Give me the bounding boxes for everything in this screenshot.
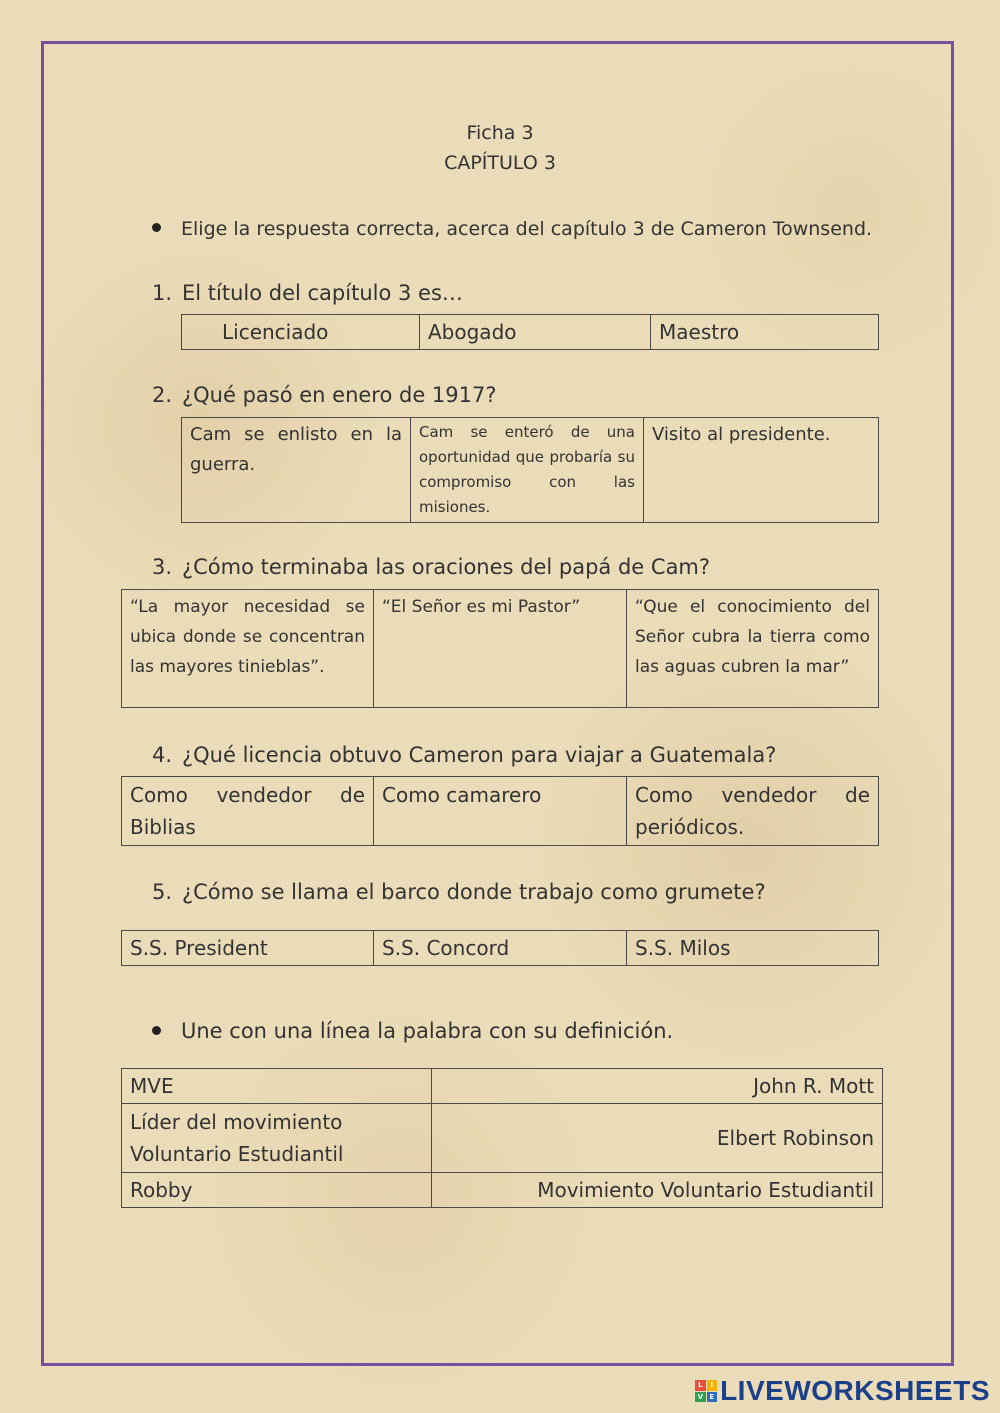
option-cell[interactable]: “La mayor necesidad se ubica donde se concentran las mayores tinieblas”. (122, 590, 374, 708)
option-cell[interactable]: “Que el conocimiento del Señor cubra la tierra como las aguas cubren la mar” (627, 590, 879, 708)
liveworksheets-watermark: L I V E LIVEWORKSHEETS (695, 1375, 990, 1407)
option-cell[interactable]: Licenciado (182, 315, 420, 350)
question-4: 4. ¿Qué licencia obtuvo Cameron para viajar a Guatemala? (152, 743, 777, 767)
option-cell[interactable]: S.S. Concord (374, 931, 627, 966)
option-cell[interactable]: “El Señor es mi Pastor” (374, 590, 627, 708)
match-term[interactable]: Líder del movimiento Voluntario Estudiantil (122, 1104, 432, 1173)
option-cell[interactable]: Visito al presidente. (644, 418, 879, 523)
option-cell[interactable]: Como camarero (374, 777, 627, 846)
instruction-match: Une con una línea la palabra con su definición. (152, 1019, 673, 1043)
option-cell[interactable]: Cam se enlisto en la guerra. (182, 418, 411, 523)
bullet-icon (152, 1026, 161, 1035)
option-cell[interactable]: Maestro (651, 315, 879, 350)
match-definition[interactable]: Elbert Robinson (432, 1104, 883, 1173)
question-3: 3. ¿Cómo terminaba las oraciones del papá de Cam? (152, 555, 711, 579)
option-cell[interactable]: S.S. Milos (627, 931, 879, 966)
question-1: 1. El título del capítulo 3 es… (152, 281, 463, 305)
instruction-choose: Elige la respuesta correcta, acerca del capítulo 3 de Cameron Townsend. (152, 218, 872, 240)
options-table-1 (181, 314, 879, 350)
match-definition[interactable]: John R. Mott (432, 1069, 883, 1104)
option-cell[interactable]: Abogado (420, 315, 651, 350)
option-cell[interactable]: Como vendedor de periódicos. (627, 777, 879, 846)
bullet-icon (152, 223, 161, 232)
chapter-heading: CAPÍTULO 3 (444, 152, 556, 174)
matching-table (121, 1068, 883, 1208)
question-2: 2. ¿Qué pasó en enero de 1917? (152, 383, 497, 407)
match-definition[interactable]: Movimiento Voluntario Estudiantil (432, 1173, 883, 1208)
question-5: 5. ¿Cómo se llama el barco donde trabajo como grumete? (152, 880, 766, 904)
option-cell[interactable]: Cam se enteró de una oportunidad que probaría su compromiso con las misiones. (411, 418, 644, 523)
worksheet-title: Ficha 3 (466, 122, 534, 144)
match-term[interactable]: MVE (122, 1069, 432, 1104)
liveworksheets-logo-icon: L I V E (695, 1380, 717, 1402)
options-table-2 (181, 417, 879, 523)
match-term[interactable]: Robby (122, 1173, 432, 1208)
options-table-4 (121, 776, 879, 846)
option-cell[interactable]: Como vendedor de Biblias (122, 777, 374, 846)
options-table-3 (121, 589, 879, 708)
options-table-5 (121, 930, 879, 966)
option-cell[interactable]: S.S. President (122, 931, 374, 966)
